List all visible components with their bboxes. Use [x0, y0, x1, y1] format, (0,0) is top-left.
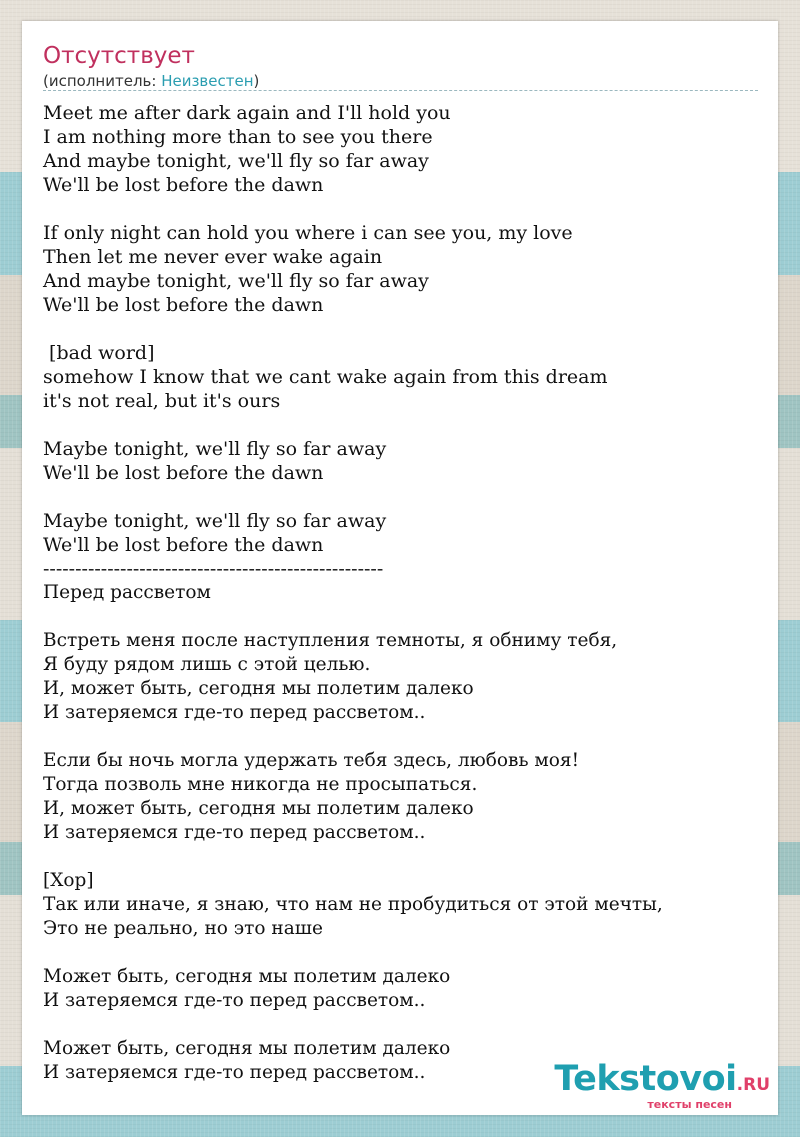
lyric-blank-line — [43, 485, 763, 509]
artist-line — [43, 71, 259, 91]
lyric-line: Если бы ночь могла удержать тебя здесь, любовь моя! — [43, 750, 580, 771]
artist-link[interactable]: Неизвестен — [161, 72, 254, 90]
logo-name: Tekstovoi — [554, 1059, 737, 1099]
lyric-line: it's not real, but it's ours — [43, 390, 281, 412]
artist-prefix: (исполнитель: — [43, 72, 162, 90]
lyric-line: Then let me never ever wake again — [43, 246, 383, 268]
lyric-line: И затеряемся где-то перед рассветом.. — [43, 990, 426, 1011]
lyric-blank-line — [43, 845, 763, 869]
lyric-line: Встреть меня после наступления темноты, я обниму тебя, — [43, 630, 618, 651]
lyric-line: Тогда позволь мне никогда не просыпаться. — [43, 774, 478, 795]
lyric-line: somehow I know that we cant wake again from this dream — [43, 366, 608, 388]
lyric-line: We'll be lost before the dawn — [43, 174, 324, 196]
lyrics-card — [22, 21, 778, 1115]
site-logo[interactable] — [554, 1060, 770, 1111]
lyric-line: If only night can hold you where i can see you, my love — [43, 222, 573, 244]
lyric-line: И затеряемся где-то перед рассветом.. — [43, 702, 426, 723]
lyric-line: I am nothing more than to see you there — [43, 126, 433, 148]
lyric-line: ----------------------------------------------------- — [43, 558, 384, 580]
lyric-line: И, может быть, сегодня мы полетим далеко — [43, 798, 474, 819]
lyric-line: Я буду рядом лишь с этой целью. — [43, 654, 371, 675]
lyric-blank-line — [43, 1013, 763, 1037]
lyric-line: [bad word] — [43, 342, 155, 364]
lyric-blank-line — [43, 725, 763, 749]
lyric-line: We'll be lost before the dawn — [43, 462, 324, 484]
lyric-line: Перед рассветом — [43, 582, 211, 603]
lyric-line: Это не реально, но это наше — [43, 918, 323, 939]
lyric-blank-line — [43, 413, 763, 437]
lyric-blank-line — [43, 197, 763, 221]
lyric-line: And maybe tonight, we'll fly so far away — [43, 150, 429, 172]
lyric-line: Так или иначе, я знаю, что нам не пробудиться от этой мечты, — [43, 894, 663, 915]
song-title: Отсутствует — [43, 43, 195, 69]
lyric-blank-line — [43, 605, 763, 629]
lyric-line: И, может быть, сегодня мы полетим далеко — [43, 678, 474, 699]
lyrics-text — [43, 101, 763, 1085]
lyric-line: Meet me after dark again and I'll hold you — [43, 102, 451, 124]
lyric-blank-line — [43, 317, 763, 341]
lyric-line: И затеряемся где-то перед рассветом.. — [43, 1062, 426, 1083]
lyric-line: We'll be lost before the dawn — [43, 534, 324, 556]
lyric-line: [Хор] — [43, 870, 94, 891]
lyric-line: Может быть, сегодня мы полетим далеко — [43, 1038, 451, 1059]
artist-suffix: ) — [253, 72, 260, 90]
logo-tld: .RU — [736, 1075, 770, 1095]
lyric-blank-line — [43, 941, 763, 965]
lyric-line: Maybe tonight, we'll fly so far away — [43, 510, 387, 532]
title-divider — [43, 90, 758, 91]
lyric-line: We'll be lost before the dawn — [43, 294, 324, 316]
logo-tagline: тексты песен — [647, 1098, 732, 1111]
lyric-line: Может быть, сегодня мы полетим далеко — [43, 966, 451, 987]
lyric-line: Maybe tonight, we'll fly so far away — [43, 438, 387, 460]
lyric-line: И затеряемся где-то перед рассветом.. — [43, 822, 426, 843]
lyric-line: And maybe tonight, we'll fly so far away — [43, 270, 429, 292]
